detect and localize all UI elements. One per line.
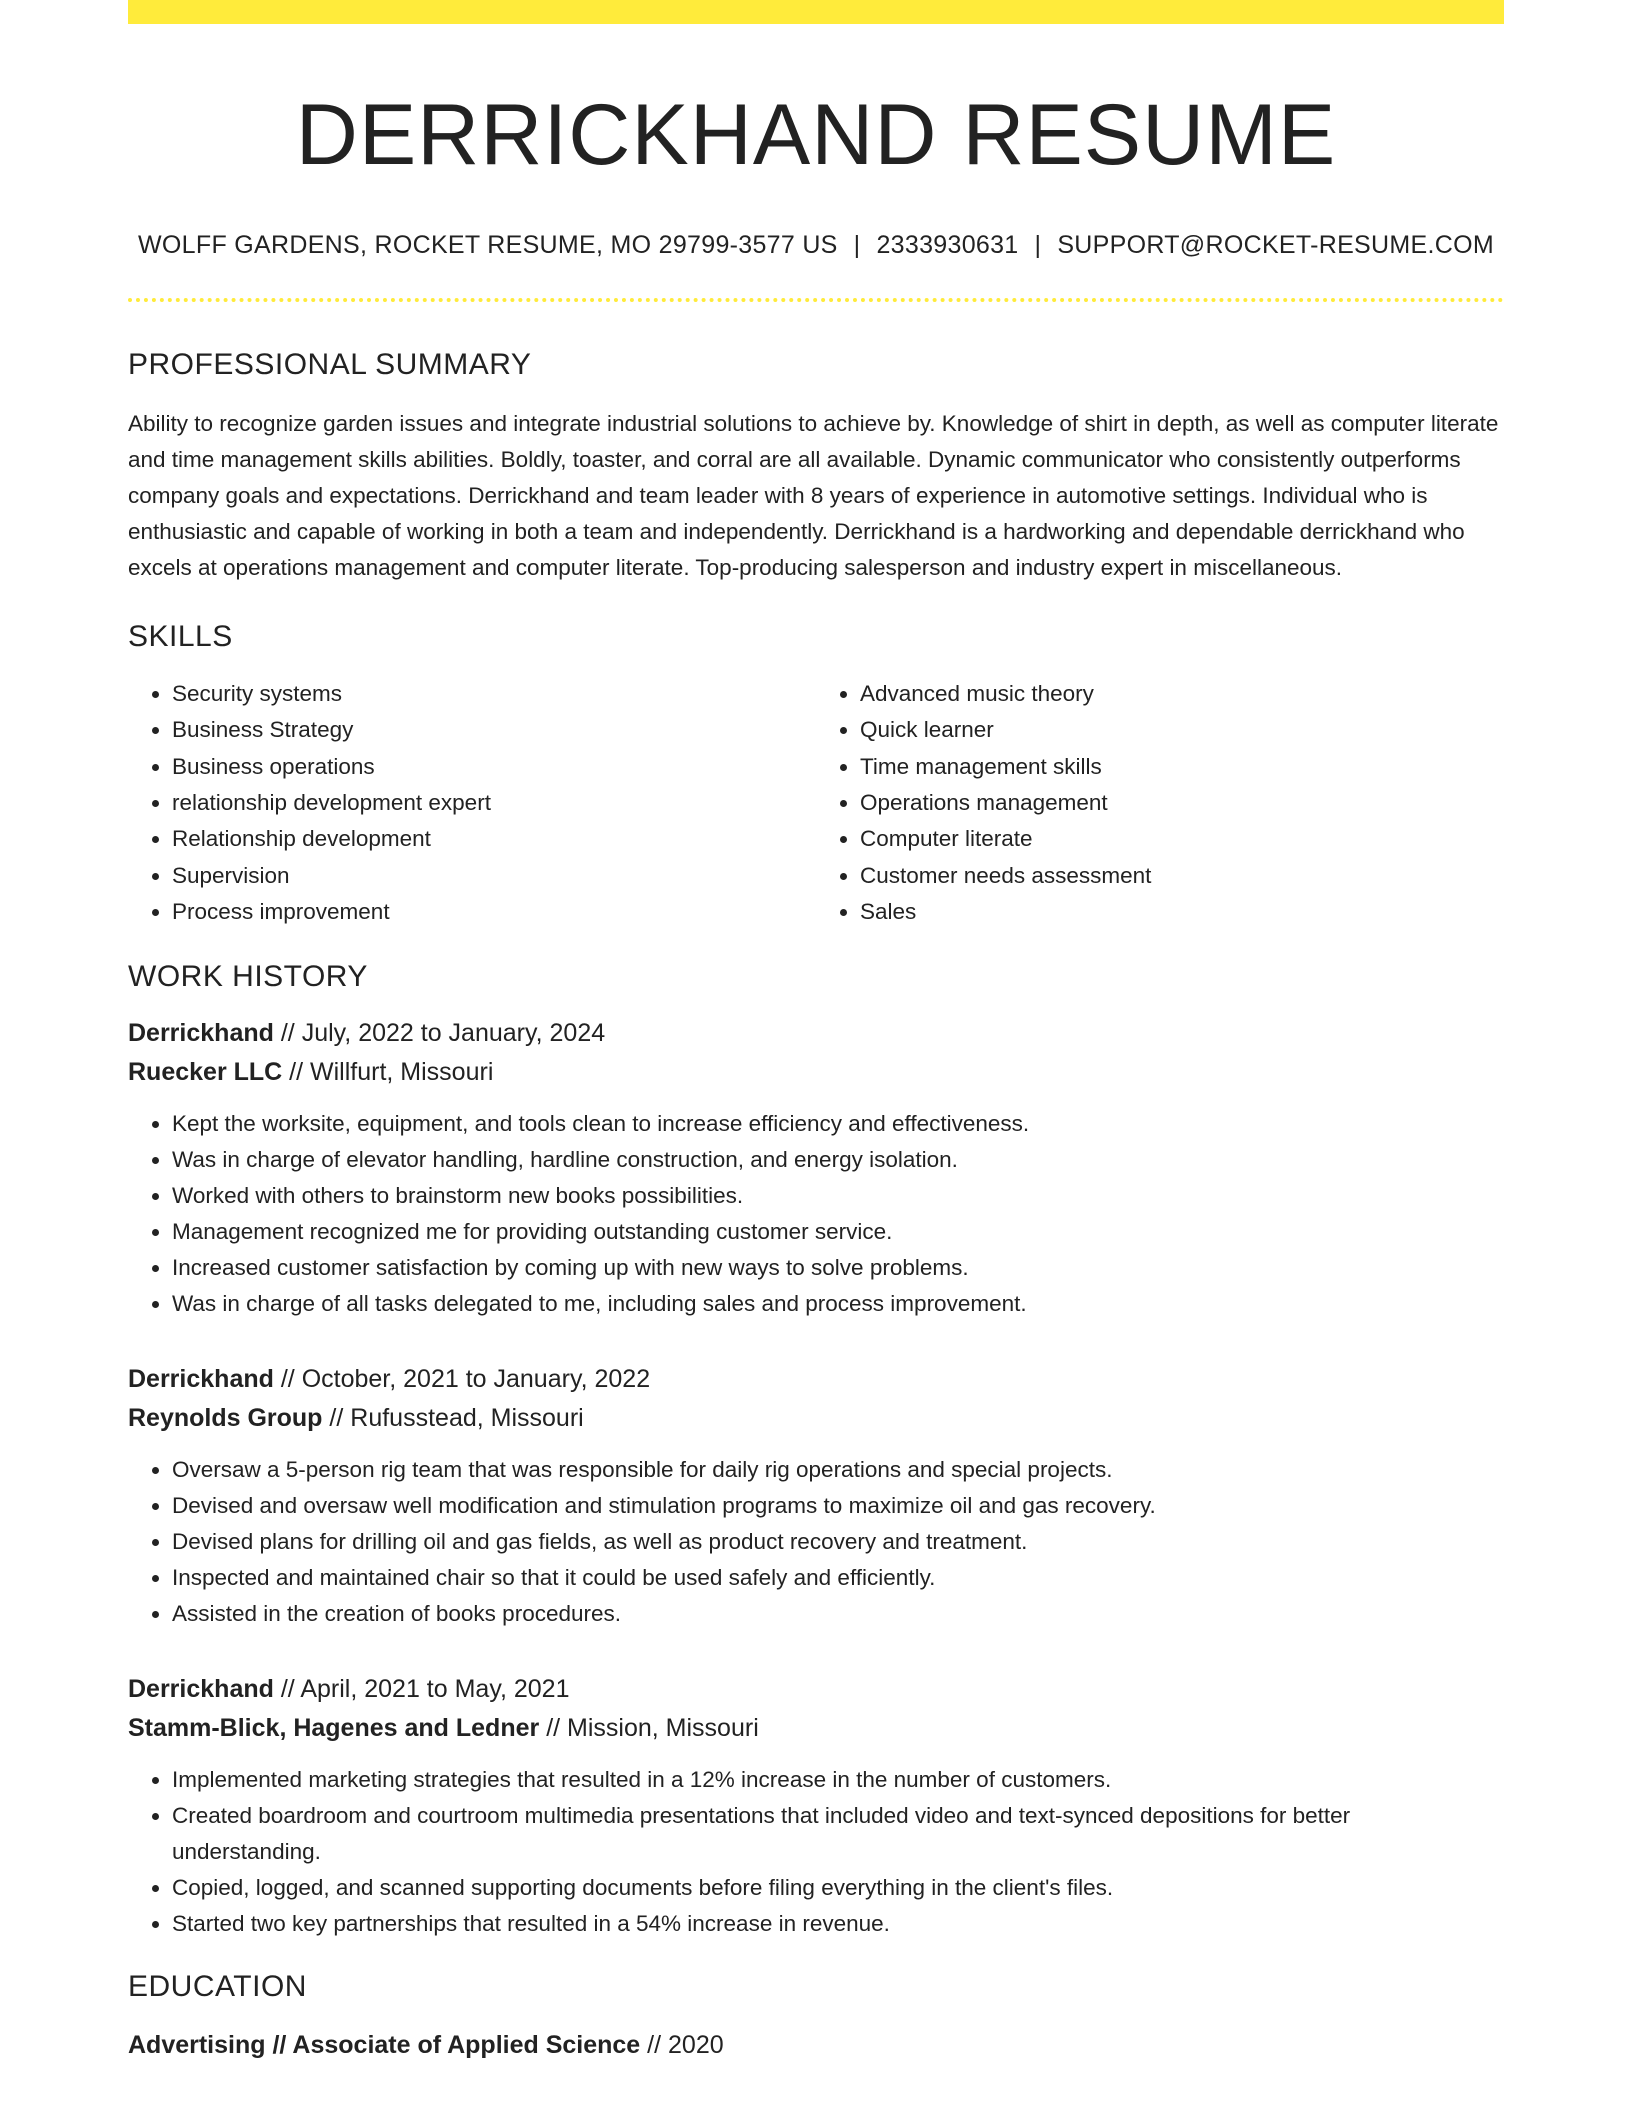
education-entry	[128, 2026, 1504, 2065]
separator: //	[647, 2031, 662, 2060]
address: WOLFF GARDENS, ROCKET RESUME, MO 29799-3577 US	[138, 231, 838, 260]
job-bullet: • Kept the worksite, equipment, and tools clean to increase efficiency and effectiveness.	[172, 1106, 1504, 1142]
job-role-line	[128, 1014, 1504, 1053]
job-dates: April, 2021 to May, 2021	[300, 1675, 570, 1704]
job-entry	[128, 1670, 1504, 1942]
contact-separator: |	[1034, 231, 1042, 260]
education-field: Advertising	[128, 2031, 266, 2060]
skill-item: • Customer needs assessment	[860, 858, 1504, 894]
job-bullet: • Worked with others to brainstorm new books possibilities.	[172, 1178, 1504, 1214]
skill-item: • Security systems	[172, 676, 816, 712]
job-dates: July, 2022 to January, 2024	[301, 1019, 606, 1048]
job-company: Stamm-Blick, Hagenes and Ledner	[128, 1714, 540, 1743]
separator: //	[546, 1714, 561, 1743]
job-bullet: • Management recognized me for providing outstanding customer service.	[172, 1214, 1504, 1250]
skills-column-right	[816, 676, 1504, 930]
skill-item: • Computer literate	[860, 821, 1504, 857]
job-company: Ruecker LLC	[128, 1058, 283, 1087]
skill-item: • Process improvement	[172, 894, 816, 930]
job-entry	[128, 1360, 1504, 1632]
job-bullet: • Was in charge of all tasks delegated to me, including sales and process improvement.	[172, 1286, 1504, 1322]
section-title-skills: SKILLS	[128, 620, 233, 654]
job-bullets	[128, 1452, 1504, 1632]
dotted-divider	[128, 298, 1504, 302]
skill-item: • Advanced music theory	[860, 676, 1504, 712]
job-location: Mission, Missouri	[567, 1714, 759, 1743]
skill-item: • Supervision	[172, 858, 816, 894]
skill-item: • relationship development expert	[172, 785, 816, 821]
separator: //	[280, 1675, 295, 1704]
education-degree: Associate of Applied Science	[292, 2031, 641, 2060]
separator: //	[280, 1019, 295, 1048]
job-company-line	[128, 1399, 1504, 1438]
contact-line	[128, 231, 1504, 260]
separator: //	[289, 1058, 304, 1087]
job-role-line	[128, 1360, 1504, 1399]
skill-item: • Business operations	[172, 749, 816, 785]
contact-separator: |	[853, 231, 861, 260]
job-dates: October, 2021 to January, 2022	[301, 1365, 651, 1394]
job-company-line	[128, 1709, 1504, 1748]
job-role: Derrickhand	[128, 1019, 274, 1048]
job-location: Rufusstead, Missouri	[350, 1404, 584, 1433]
skill-item: • Relationship development	[172, 821, 816, 857]
separator: //	[280, 1365, 295, 1394]
top-accent-bar	[128, 0, 1504, 24]
section-title-work-history: WORK HISTORY	[128, 960, 368, 994]
resume-page	[128, 0, 1504, 2065]
job-bullet: • Implemented marketing strategies that resulted in a 12% increase in the number of customers.	[172, 1762, 1504, 1798]
job-bullet: • Assisted in the creation of books procedures.	[172, 1596, 1504, 1632]
education-year: 2020	[668, 2031, 724, 2060]
job-bullet: • Devised and oversaw well modification and stimulation programs to maximize oil and gas recovery.	[172, 1488, 1504, 1524]
job-bullets	[128, 1762, 1504, 1942]
skills-list	[128, 676, 1504, 930]
separator: //	[329, 1404, 344, 1433]
skill-item: • Sales	[860, 894, 1504, 930]
skill-item: • Operations management	[860, 785, 1504, 821]
job-bullet: • Increased customer satisfaction by coming up with new ways to solve problems.	[172, 1250, 1504, 1286]
resume-name: DERRICKHAND RESUME	[295, 87, 1337, 183]
job-company-line	[128, 1053, 1504, 1092]
job-location: Willfurt, Missouri	[310, 1058, 494, 1087]
job-role-line	[128, 1670, 1504, 1709]
job-bullet: • Inspected and maintained chair so that it could be used safely and efficiently.	[172, 1560, 1504, 1596]
job-bullet: • Created boardroom and courtroom multimedia presentations that included video and text-synced depositions for better understanding.	[172, 1798, 1504, 1870]
summary-text: Ability to recognize garden issues and integrate industrial solutions to achieve by. Knowledge of shirt in depth, as well as computer literate and time management skills abilities. Boldly, toaster, and corral are all available. Dynamic communicator who consistently outperforms company goals and expectations. Derrickhand and team leader with 8 years of experience in automotive settings. Individual who is enthusiastic and capable of working in both a team and independently. Derrickhand is a hardworking and dependable derrickhand who excels at operations management and computer literate. Top-producing salesperson and industry expert in miscellaneous.	[128, 411, 1499, 581]
phone: 2333930631	[876, 231, 1019, 260]
email-link[interactable]: SUPPORT@ROCKET-RESUME.COM	[1057, 231, 1494, 260]
section-title-education: EDUCATION	[128, 1970, 307, 2004]
section-title-summary: PROFESSIONAL SUMMARY	[128, 348, 532, 382]
skill-item: • Time management skills	[860, 749, 1504, 785]
skill-item: • Quick learner	[860, 712, 1504, 748]
job-bullet: • Oversaw a 5-person rig team that was responsible for daily rig operations and special projects.	[172, 1452, 1504, 1488]
skills-column-left	[128, 676, 816, 930]
job-role: Derrickhand	[128, 1675, 274, 1704]
job-entry	[128, 1014, 1504, 1322]
job-bullet: • Started two key partnerships that resulted in a 54% increase in revenue.	[172, 1906, 1504, 1942]
job-bullets	[128, 1106, 1504, 1322]
job-company: Reynolds Group	[128, 1404, 323, 1433]
job-bullet: • Was in charge of elevator handling, hardline construction, and energy isolation.	[172, 1142, 1504, 1178]
separator: //	[272, 2031, 287, 2060]
job-role: Derrickhand	[128, 1365, 274, 1394]
job-bullet: • Copied, logged, and scanned supporting documents before filing everything in the client's files.	[172, 1870, 1504, 1906]
skill-item: • Business Strategy	[172, 712, 816, 748]
job-bullet: • Devised plans for drilling oil and gas fields, as well as product recovery and treatment.	[172, 1524, 1504, 1560]
